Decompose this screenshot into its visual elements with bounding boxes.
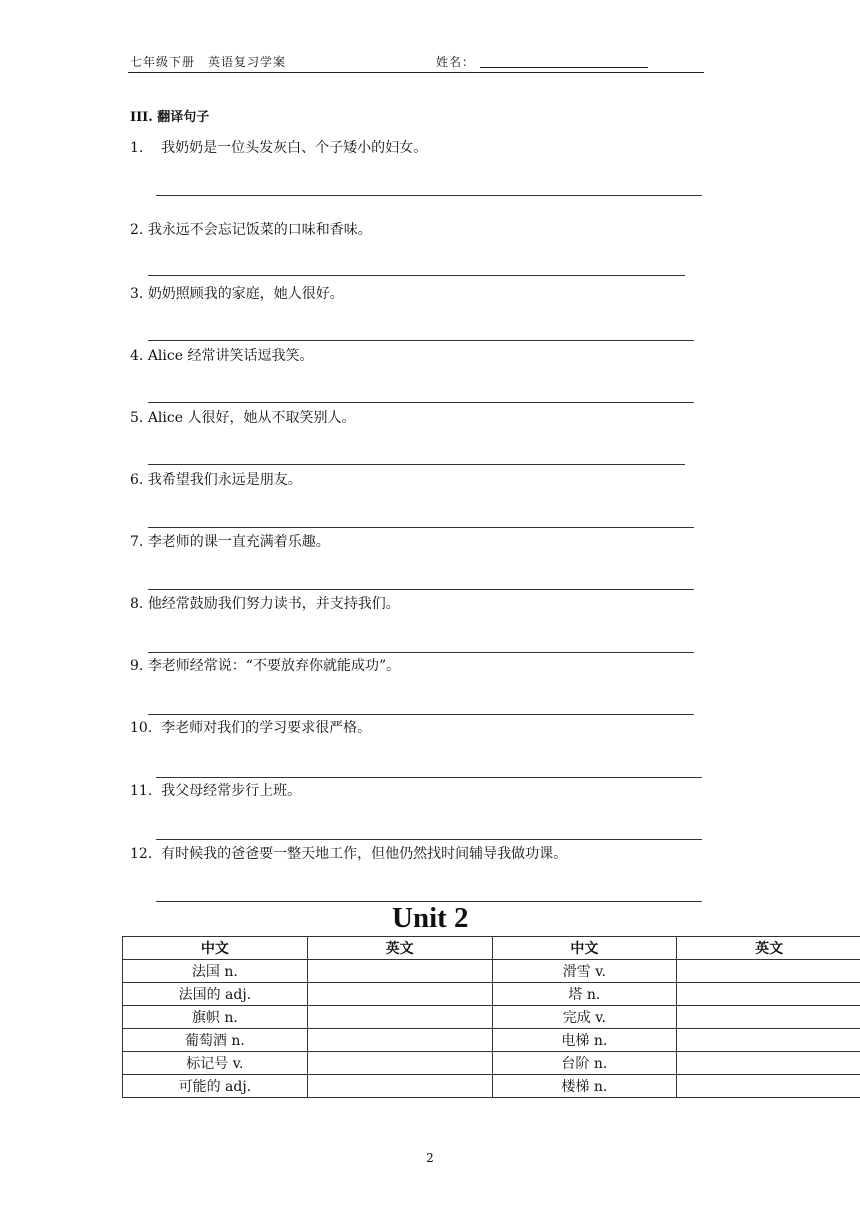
question-number: 6. xyxy=(130,472,144,488)
chinese-cell: 标记号 v. xyxy=(123,1052,308,1075)
vocabulary-table xyxy=(122,936,860,1098)
question-text: 李老师经常说：“不要放弃你就能成功”。 xyxy=(147,658,401,674)
english-answer-cell[interactable] xyxy=(677,1052,860,1075)
question-number: 8. xyxy=(130,596,144,612)
page-header xyxy=(128,52,704,73)
answer-line xyxy=(148,527,694,528)
question-text: 他经常鼓励我们努力读书，并支持我们。 xyxy=(147,596,400,612)
table-row xyxy=(123,983,860,1006)
column-header: 英文 xyxy=(677,937,860,960)
chinese-cell: 可能的 adj. xyxy=(123,1075,308,1098)
table-header-row xyxy=(123,937,860,960)
question-text: 有时候我的爸爸要一整天地工作，但他仍然找时间辅导我做功课。 xyxy=(161,846,568,862)
english-answer-cell[interactable] xyxy=(307,983,492,1006)
question-text: Alice 经常讲笑话逗我笑。 xyxy=(147,348,314,364)
chinese-cell: 滑雪 v. xyxy=(492,960,677,983)
question-item xyxy=(130,219,372,239)
question-item xyxy=(130,655,400,675)
question-text: 我父母经常步行上班。 xyxy=(161,783,302,799)
question-number: 9. xyxy=(130,658,144,674)
english-answer-cell[interactable] xyxy=(677,1006,860,1029)
question-text: 我希望我们永远是朋友。 xyxy=(147,472,302,488)
chinese-cell: 电梯 n. xyxy=(492,1029,677,1052)
chinese-cell: 旗帜 n. xyxy=(123,1006,308,1029)
english-answer-cell[interactable] xyxy=(307,1006,492,1029)
page-number: 2 xyxy=(426,1151,434,1165)
unit-title: Unit 2 xyxy=(392,902,469,934)
question-item xyxy=(130,717,371,737)
column-header: 中文 xyxy=(492,937,677,960)
answer-line xyxy=(148,402,694,403)
answer-line xyxy=(148,340,694,341)
question-number: 3. xyxy=(130,286,144,302)
question-item xyxy=(130,843,567,863)
chinese-cell: 楼梯 n. xyxy=(492,1075,677,1098)
question-item xyxy=(130,593,400,613)
question-item xyxy=(130,137,427,157)
chinese-cell: 台阶 n. xyxy=(492,1052,677,1075)
answer-line xyxy=(148,464,685,465)
question-text: 李老师的课一直充满着乐趣。 xyxy=(147,534,330,550)
question-number: 5. xyxy=(130,410,144,426)
question-item xyxy=(130,780,301,800)
question-number: 12. xyxy=(130,846,153,862)
english-answer-cell[interactable] xyxy=(677,1075,860,1098)
question-text: 奶奶照顾我的家庭，她人很好。 xyxy=(147,286,344,302)
english-answer-cell[interactable] xyxy=(677,983,860,1006)
column-header: 英文 xyxy=(307,937,492,960)
chinese-cell: 法国 n. xyxy=(123,960,308,983)
name-label: 姓名： xyxy=(436,55,476,69)
question-item xyxy=(130,469,302,489)
answer-line xyxy=(156,777,702,778)
section-title: III. 翻译句子 xyxy=(130,110,210,125)
question-item xyxy=(130,407,355,427)
question-number: 4. xyxy=(130,348,144,364)
chinese-cell: 葡萄酒 n. xyxy=(123,1029,308,1052)
course-title: 七年级下册 英语复习学案 xyxy=(130,55,287,69)
question-number: 7. xyxy=(130,534,144,550)
answer-line xyxy=(148,275,685,276)
table-row xyxy=(123,1006,860,1029)
table-row xyxy=(123,1052,860,1075)
question-item xyxy=(130,531,330,551)
table-row xyxy=(123,960,860,983)
question-text: 我永远不会忘记饭菜的口味和香味。 xyxy=(147,222,372,238)
question-item xyxy=(130,283,344,303)
english-answer-cell[interactable] xyxy=(307,1052,492,1075)
table-row xyxy=(123,1029,860,1052)
name-blank-line xyxy=(480,67,648,68)
answer-line xyxy=(156,195,702,196)
question-number: 2. xyxy=(130,222,144,238)
question-text: Alice 人很好，她从不取笑别人。 xyxy=(147,410,356,426)
table-row xyxy=(123,1075,860,1098)
question-text: 我奶奶是一位头发灰白、个子矮小的妇女。 xyxy=(161,140,428,156)
answer-line xyxy=(148,589,694,590)
english-answer-cell[interactable] xyxy=(307,1075,492,1098)
question-item xyxy=(130,345,313,365)
chinese-cell: 完成 v. xyxy=(492,1006,677,1029)
english-answer-cell[interactable] xyxy=(677,960,860,983)
answer-line xyxy=(156,839,702,840)
chinese-cell: 法国的 adj. xyxy=(123,983,308,1006)
english-answer-cell[interactable] xyxy=(307,960,492,983)
question-number: 10. xyxy=(130,720,153,736)
english-answer-cell[interactable] xyxy=(677,1029,860,1052)
question-text: 李老师对我们的学习要求很严格。 xyxy=(161,720,372,736)
question-number: 1. xyxy=(130,140,144,156)
answer-line xyxy=(148,652,694,653)
answer-line xyxy=(148,714,694,715)
question-number: 11. xyxy=(130,783,153,799)
chinese-cell: 塔 n. xyxy=(492,983,677,1006)
column-header: 中文 xyxy=(123,937,308,960)
english-answer-cell[interactable] xyxy=(307,1029,492,1052)
